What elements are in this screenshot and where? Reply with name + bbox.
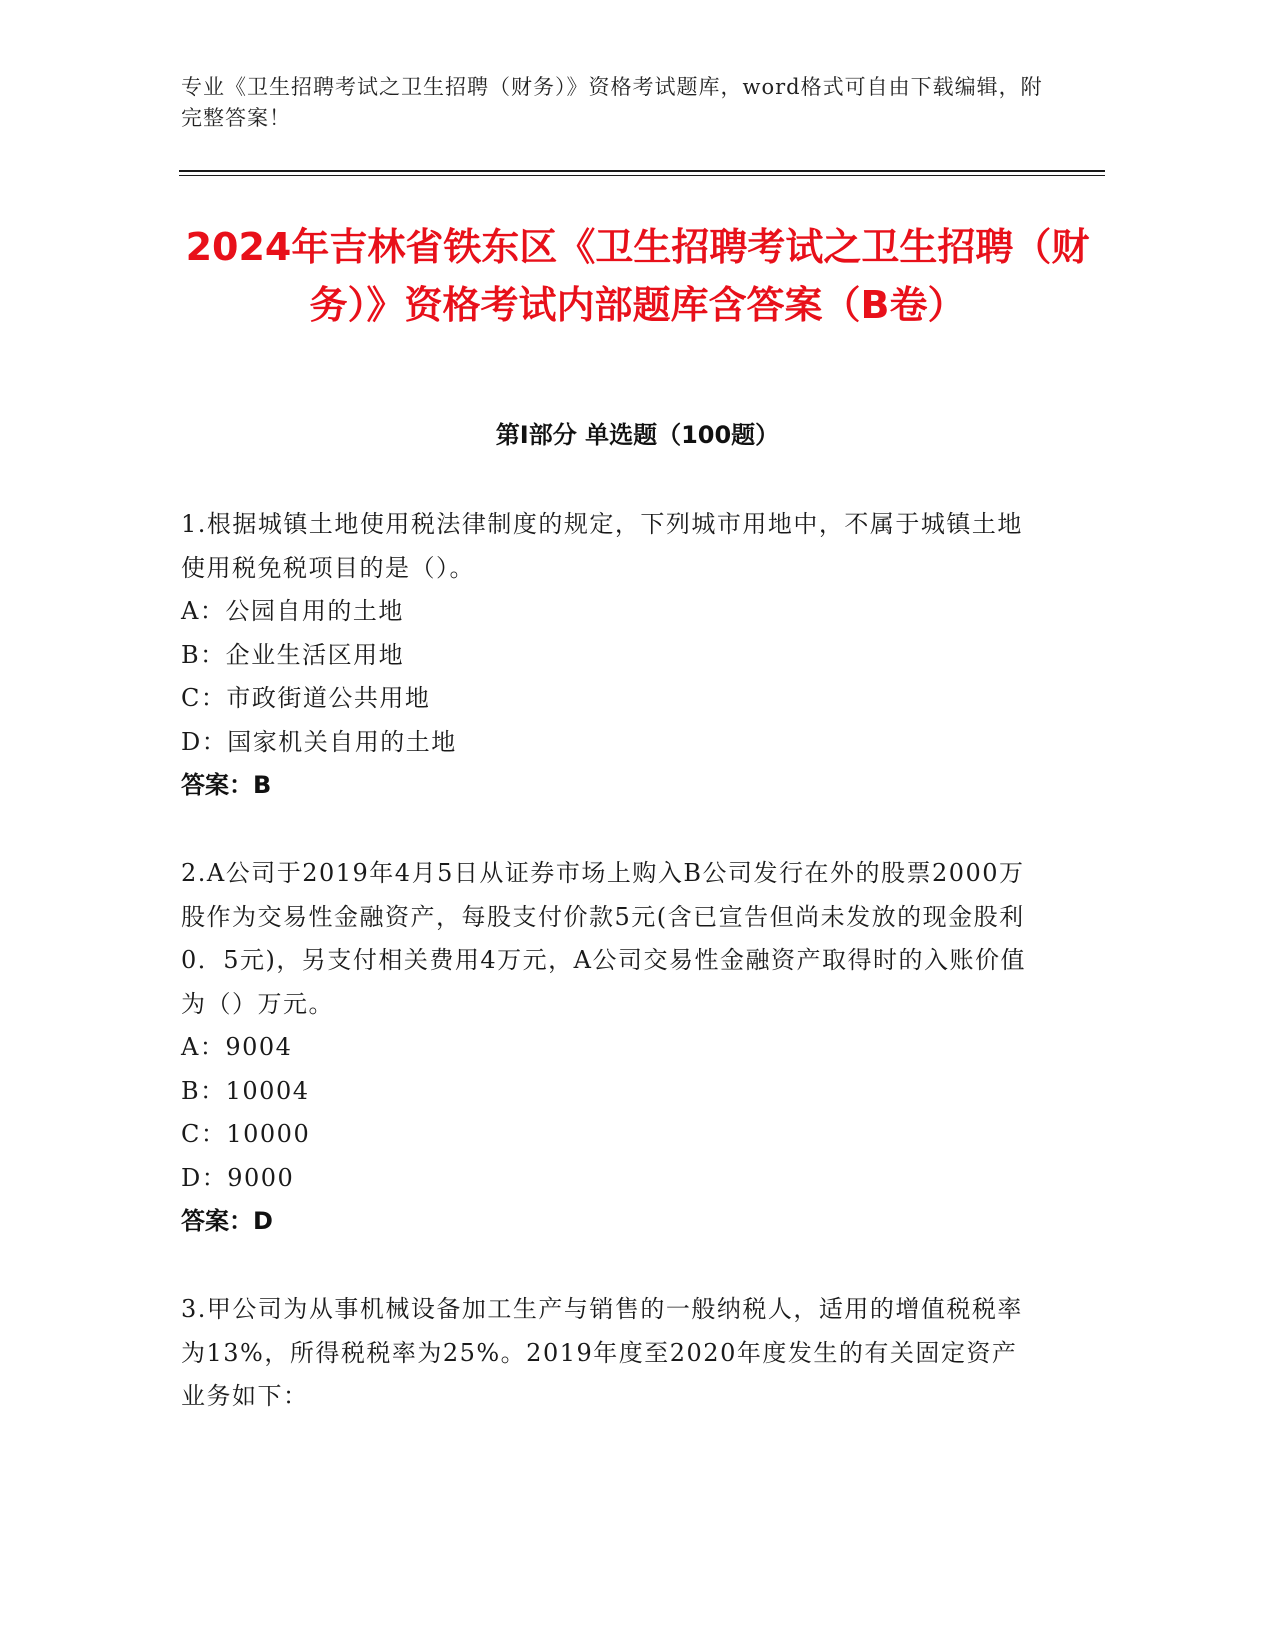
header-note: 专业《卫生招聘考试之卫生招聘（财务）》资格考试题库，word格式可自由下载编辑，附完整答案！ bbox=[181, 75, 1043, 130]
question-text: 1.根据城镇土地使用税法律制度的规定，下列城市用地中，不属于城镇土地使用税免税项目的是（）。 bbox=[181, 510, 1023, 582]
question-text: 2.A公司于2019年4月5日从证券市场上购入B公司发行在外的股票2000万股作为交易性金融资产，每股支付价款5元(含已宣告但尚未发放的现金股利0．5元)，另支付相关费用4万元，A公司交易性金融资产取得时的入账价值为（）万元。 bbox=[181, 859, 1027, 1018]
question-3 bbox=[181, 1288, 1036, 1419]
header-divider-thin bbox=[179, 175, 1105, 176]
option-c: C：市政街道公共用地 bbox=[181, 684, 431, 712]
answer: 答案：B bbox=[181, 771, 272, 799]
header-divider-thick bbox=[179, 170, 1105, 172]
question-text: 3.甲公司为从事机械设备加工生产与销售的一般纳税人，适用的增值税税率为13%，所得税税率为25%。2019年度至2020年度发生的有关固定资产业务如下： bbox=[181, 1295, 1023, 1410]
option-a: A：9004 bbox=[181, 1033, 293, 1061]
option-c: C：10000 bbox=[181, 1120, 311, 1148]
question-1 bbox=[181, 503, 1036, 808]
option-d: D：国家机关自用的土地 bbox=[181, 727, 457, 756]
option-b: B：10004 bbox=[181, 1076, 310, 1105]
option-a: A：公园自用的土地 bbox=[181, 597, 404, 625]
question-2 bbox=[181, 852, 1036, 1244]
option-d: D：9000 bbox=[181, 1163, 295, 1192]
section-heading: 第I部分 单选题（100题） bbox=[495, 421, 780, 449]
option-b: B：企业生活区用地 bbox=[181, 640, 405, 669]
answer: 答案：D bbox=[181, 1207, 273, 1235]
document-title: 2024年吉林省铁东区《卫生招聘考试之卫生招聘（财务）》资格考试内部题库含答案（B卷） bbox=[185, 225, 1090, 327]
